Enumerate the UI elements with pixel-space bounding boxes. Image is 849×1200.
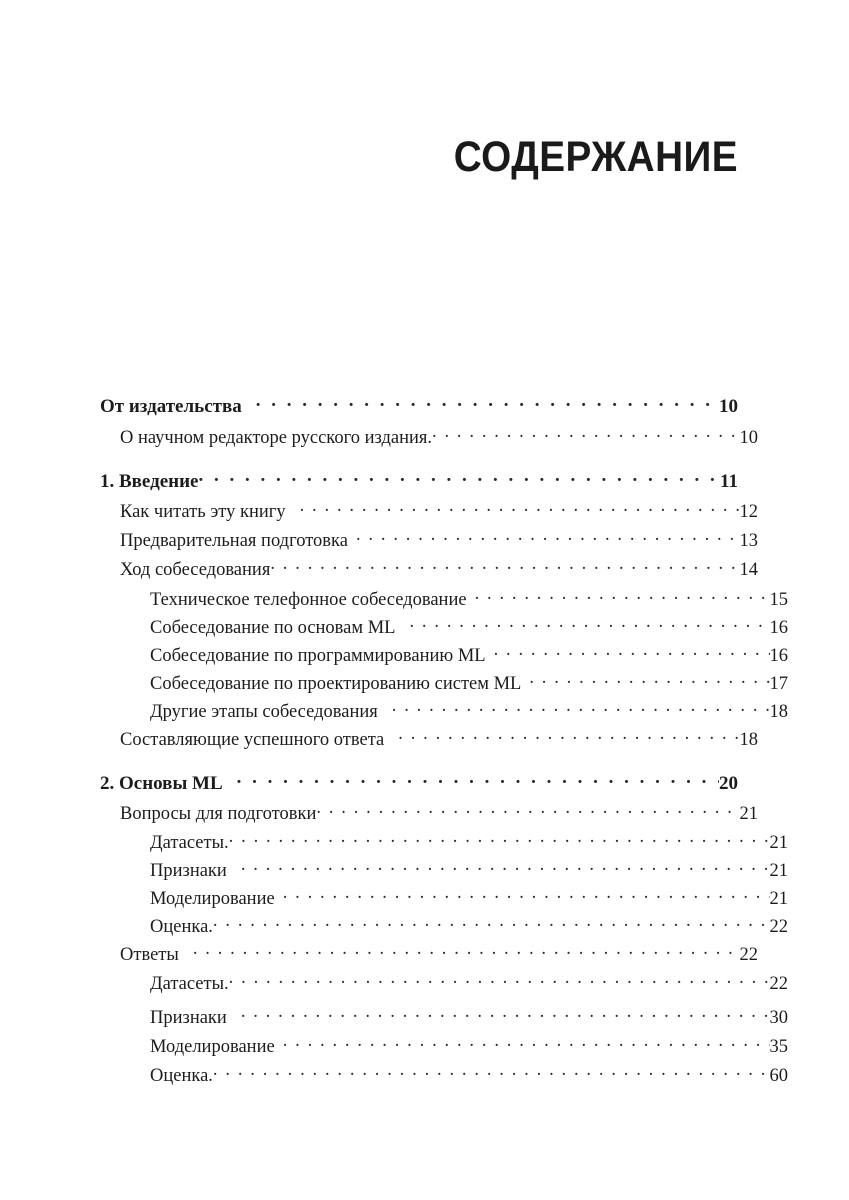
toc-entry-label: Оценка. [150, 1066, 213, 1086]
toc-entry-page-number: 60 [769, 1066, 788, 1086]
toc-entry[interactable] [150, 832, 788, 854]
toc-entry-label: Составляющие успешного ответа [120, 730, 385, 750]
page-title: СОДЕРЖАНИЕ [453, 133, 738, 181]
toc-entry[interactable] [150, 973, 788, 995]
toc-dot-leader [241, 860, 770, 876]
toc-entry-page-number: 21 [769, 861, 788, 881]
toc-entry[interactable] [150, 617, 788, 639]
toc-entry-label: Предварительная подготовка [120, 531, 348, 551]
toc-entry-page-number: 12 [739, 502, 758, 522]
toc-dot-leader [270, 559, 739, 575]
toc-entry[interactable] [120, 530, 758, 552]
toc-entry-label: Собеседование по проектированию систем ML [150, 674, 522, 694]
toc-dot-leader [237, 773, 719, 789]
toc-entry-label: От издательства [100, 396, 242, 417]
toc-entry-label: О научном редакторе русского издания. [120, 428, 433, 448]
toc-entry-page-number: 22 [769, 917, 788, 937]
toc-dot-leader [494, 645, 770, 661]
toc-entry-page-number: 30 [769, 1008, 788, 1028]
toc-entry-label: Оценка. [150, 917, 213, 937]
toc-entry-page-number: 21 [769, 833, 788, 853]
toc-entry-label: 1. Введение [100, 471, 199, 492]
toc-entry-page-number: 16 [769, 618, 788, 638]
toc-entry-label: Вопросы для подготовки [120, 804, 317, 824]
toc-entry-page-number: 22 [739, 945, 758, 965]
toc-dot-leader [283, 1036, 770, 1052]
toc-entry[interactable] [100, 773, 738, 795]
toc-dot-leader [409, 617, 769, 633]
toc-dot-leader [356, 530, 740, 546]
toc-dot-leader [229, 973, 770, 989]
toc-entry-page-number: 22 [769, 974, 788, 994]
toc-entry[interactable] [150, 860, 788, 882]
toc-entry-page-number: 18 [739, 730, 758, 750]
toc-dot-leader [229, 832, 770, 848]
toc-entry-label: Датасеты. [150, 974, 229, 994]
toc-entry-page-number: 10 [719, 396, 738, 417]
toc-entry[interactable] [120, 427, 758, 449]
toc-entry-label: Признаки [150, 861, 227, 881]
toc-entry[interactable] [150, 589, 788, 611]
toc-dot-leader [398, 729, 739, 745]
toc-dot-leader [256, 396, 719, 412]
toc-entry-page-number: 11 [720, 471, 738, 492]
toc-entry[interactable] [150, 1007, 788, 1029]
toc-dot-leader [283, 888, 770, 904]
toc-entry-page-number: 35 [769, 1037, 788, 1057]
toc-entry-label: Признаки [150, 1008, 227, 1028]
toc-entry-page-number: 21 [739, 804, 758, 824]
toc-dot-leader [213, 916, 770, 932]
toc-entry[interactable] [150, 916, 788, 938]
toc-entry-page-number: 16 [769, 646, 788, 666]
toc-dot-leader [300, 501, 740, 517]
toc-entry[interactable] [150, 888, 788, 910]
toc-dot-leader [241, 1007, 770, 1023]
toc-entry[interactable] [120, 944, 758, 966]
toc-dot-leader [475, 589, 770, 605]
toc-dot-leader [316, 803, 739, 819]
toc-entry[interactable] [150, 673, 788, 695]
toc-entry[interactable] [150, 1065, 788, 1087]
toc-dot-leader [193, 944, 740, 960]
toc-entry-label: Моделирование [150, 1037, 275, 1057]
toc-entry-page-number: 15 [769, 590, 788, 610]
toc-entry[interactable] [120, 803, 758, 825]
toc-entry[interactable] [120, 501, 758, 523]
toc-entry[interactable] [150, 645, 788, 667]
toc-dot-leader [199, 471, 721, 487]
toc-entry-page-number: 18 [769, 702, 788, 722]
toc-entry-page-number: 17 [769, 674, 788, 694]
toc-entry-label: Техническое телефонное собеседование [150, 590, 467, 610]
toc-entry-page-number: 10 [739, 428, 758, 448]
toc-entry[interactable] [120, 559, 758, 581]
toc-dot-leader [213, 1065, 770, 1081]
toc-entry-page-number: 20 [719, 773, 738, 794]
toc-entry[interactable] [100, 396, 738, 418]
toc-entry-label: Ответы [120, 945, 179, 965]
toc-entry-label: Ход собеседования [120, 560, 271, 580]
toc-dot-leader [529, 673, 769, 689]
toc-entry-label: 2. Основы ML [100, 773, 223, 794]
toc-entry-label: Собеседование по основам ML [150, 618, 396, 638]
toc-entry-label: Другие этапы собеседования [150, 702, 378, 722]
toc-entry[interactable] [120, 729, 758, 751]
toc-entry-page-number: 21 [769, 889, 788, 909]
toc-entry-label: Как читать эту книгу [120, 502, 286, 522]
toc-dot-leader [432, 427, 739, 443]
toc-entry[interactable] [150, 701, 788, 723]
toc-entry[interactable] [150, 1036, 788, 1058]
toc-entry-page-number: 13 [739, 531, 758, 551]
toc-entry-page-number: 14 [739, 560, 758, 580]
toc-entry[interactable] [100, 471, 738, 493]
toc-entry-label: Датасеты. [150, 833, 229, 853]
toc-entry-label: Моделирование [150, 889, 275, 909]
toc-entry-label: Собеседование по программированию ML [150, 646, 486, 666]
toc-dot-leader [392, 701, 770, 717]
toc-list [100, 396, 788, 1087]
